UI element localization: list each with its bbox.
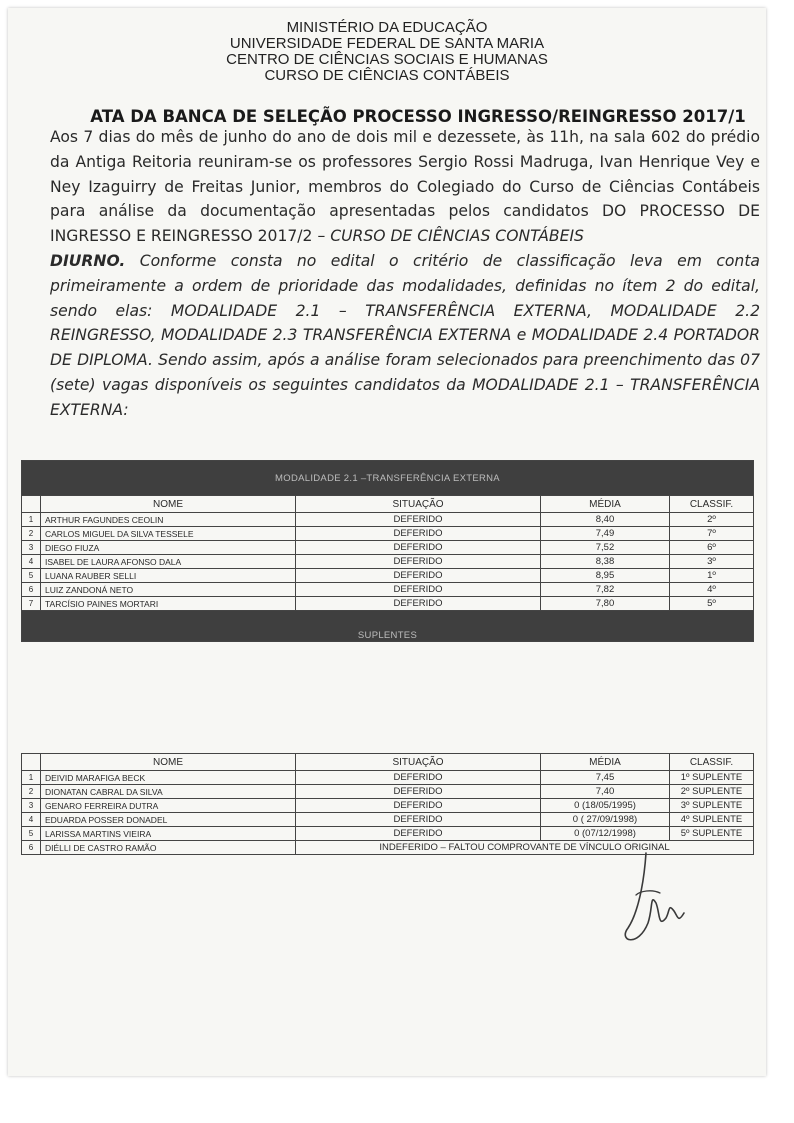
candidate-rank: 1º (670, 569, 754, 583)
candidate-status: DEFERIDO (296, 555, 541, 569)
candidate-name: CARLOS MIGUEL DA SILVA TESSELE (41, 527, 296, 541)
col-header-rank: CLASSIF. (670, 754, 754, 771)
candidate-name: DIONATAN CABRAL DA SILVA (41, 785, 296, 799)
candidate-rank: 6º (670, 541, 754, 555)
candidate-status: DEFERIDO (296, 827, 541, 841)
signature (608, 833, 718, 953)
row-number: 2 (22, 527, 41, 541)
candidate-name: LARISSA MARTINS VIEIRA (41, 827, 296, 841)
table-row (22, 597, 754, 611)
course-name: CURSO DE CIÊNCIAS CONTÁBEIS (330, 227, 584, 246)
row-number: 5 (22, 827, 41, 841)
candidate-status: DEFERIDO (296, 597, 541, 611)
table-row (22, 771, 754, 785)
candidate-average: 7,80 (541, 597, 670, 611)
col-header-status: SITUAÇÃO (296, 496, 541, 513)
candidate-rank: 5º SUPLENTE (670, 827, 754, 841)
header-line-course: CURSO DE CIÊNCIAS CONTÁBEIS (264, 67, 510, 84)
candidate-name: TARCÍSIO PAINES MORTARI (41, 597, 296, 611)
candidate-rank: 7º (670, 527, 754, 541)
row-number: 3 (22, 541, 41, 555)
minutes-body (50, 125, 760, 423)
candidate-rank: 2º (670, 513, 754, 527)
candidate-average: 7,52 (541, 541, 670, 555)
table-row (22, 799, 754, 813)
row-number: 4 (22, 813, 41, 827)
candidate-status: DEFERIDO (296, 527, 541, 541)
col-header-rank: CLASSIF. (670, 496, 754, 513)
candidate-status: DEFERIDO (296, 583, 541, 597)
row-number: 5 (22, 569, 41, 583)
candidate-status: DEFERIDO (296, 799, 541, 813)
table-row (22, 541, 754, 555)
candidate-status: DEFERIDO (296, 541, 541, 555)
table-row (22, 555, 754, 569)
candidate-name: LUIZ ZANDONÁ NETO (41, 583, 296, 597)
candidate-average: 8,95 (541, 569, 670, 583)
candidate-status: DEFERIDO (296, 569, 541, 583)
table-row (22, 583, 754, 597)
candidate-name: DIÉLLI DE CASTRO RAMÃO (41, 841, 296, 855)
minutes-paragraph (50, 125, 760, 423)
table-row (22, 513, 754, 527)
header-line-center: CENTRO DE CIÊNCIAS SOCIAIS E HUMANAS (226, 51, 548, 68)
row-number: 1 (22, 513, 41, 527)
row-number: 4 (22, 555, 41, 569)
candidate-name: GENARO FERREIRA DUTRA (41, 799, 296, 813)
candidate-rank: 3º SUPLENTE (670, 799, 754, 813)
paragraph-text-1: Aos 7 dias do mês de junho do ano de dois mil e dezessete, às 11h, na sala 602 do prédio da Antiga Reitoria reuniram-se os professores Sergio Rossi Madruga, Ivan Henrique Vey e Ney Izaguirry de Freitas Junior, membros do Colegiado do Curso de Ciências Contábeis para análise da documentação apresentadas pelos candidatos DO PROCESSO DE INGRESSO E REINGRESSO 2017/2 – (50, 128, 760, 246)
candidate-status: DEFERIDO (296, 513, 541, 527)
candidate-average: 7,49 (541, 527, 670, 541)
table-band-modality: MODALIDADE 2.1 –TRANSFERÊNCIA EXTERNA (22, 461, 754, 496)
col-header-name: NOME (41, 496, 296, 513)
candidate-rank: 1º SUPLENTE (670, 771, 754, 785)
candidate-average: 0 (07/12/1998) (541, 827, 670, 841)
candidate-status: DEFERIDO (296, 813, 541, 827)
candidate-name: LUANA RAUBER SELLI (41, 569, 296, 583)
candidate-average: 0 ( 27/09/1998) (541, 813, 670, 827)
table-row (22, 813, 754, 827)
selected-candidates-table (21, 460, 754, 642)
paragraph-text-2: Conforme consta no edital o critério de classificação leva em conta primeiramente a ordem de prioridade das modalidades, definidas no ítem 2 do edital, sendo elas: MODALIDADE 2.1 – TRANSFERÊNCIA EXTERNA, MODALIDADE 2.2 REINGRESSO, MODALIDADE 2.3 TRANSFERÊNCIA EXTERNA e MODALIDADE 2.4 PORTADOR DE DIPLOMA. Sendo assim, após a análise foram selecionados para preenchimento das 07 (sete) vagas disponíveis os seguintes candidatos da MODALIDADE 2.1 – TRANSFERÊNCIA EXTERNA: (50, 251, 760, 419)
candidate-rank: 5º (670, 597, 754, 611)
row-number: 2 (22, 785, 41, 799)
shift-label: DIURNO. (50, 251, 126, 270)
document-title: ATA DA BANCA DE SELEÇÃO PROCESSO INGRESSO/REINGRESSO 2017/1 (90, 107, 746, 126)
candidate-name: EDUARDA POSSER DONADEL (41, 813, 296, 827)
col-header-status: SITUAÇÃO (296, 754, 541, 771)
table-row (22, 527, 754, 541)
candidate-name: ARTHUR FAGUNDES CEOLIN (41, 513, 296, 527)
candidate-rank: 4º (670, 583, 754, 597)
candidate-name: ISABEL DE LAURA AFONSO DALA (41, 555, 296, 569)
candidate-status: INDEFERIDO – FALTOU COMPROVANTE DE VÍNCULO ORIGINAL (296, 841, 754, 855)
header-line-ministry: MINISTÉRIO DA EDUCAÇÃO (286, 19, 488, 36)
row-number: 1 (22, 771, 41, 785)
table-row (22, 785, 754, 799)
row-number: 3 (22, 799, 41, 813)
candidate-rank: 3º (670, 555, 754, 569)
candidate-rank: 2º SUPLENTE (670, 785, 754, 799)
header-line-university: UNIVERSIDADE FEDERAL DE SANTA MARIA (229, 35, 545, 52)
candidate-status: DEFERIDO (296, 785, 541, 799)
candidate-average: 7,40 (541, 785, 670, 799)
col-header-average: MÉDIA (541, 754, 670, 771)
table-band-substitutes: SUPLENTES (22, 611, 754, 642)
candidate-name: DEIVID MARAFIGA BECK (41, 771, 296, 785)
document-page (8, 8, 766, 1076)
candidate-average: 8,38 (541, 555, 670, 569)
institution-header (8, 20, 766, 84)
candidate-status: DEFERIDO (296, 771, 541, 785)
table-row (22, 569, 754, 583)
col-header-name: NOME (41, 754, 296, 771)
candidate-average: 7,82 (541, 583, 670, 597)
candidate-rank: 4º SUPLENTE (670, 813, 754, 827)
candidate-average: 0 (18/05/1995) (541, 799, 670, 813)
row-number: 6 (22, 583, 41, 597)
candidate-average: 7,45 (541, 771, 670, 785)
candidate-name: DIEGO FIUZA (41, 541, 296, 555)
row-number: 7 (22, 597, 41, 611)
col-header-average: MÉDIA (541, 496, 670, 513)
row-number: 6 (22, 841, 41, 855)
candidate-average: 8,40 (541, 513, 670, 527)
